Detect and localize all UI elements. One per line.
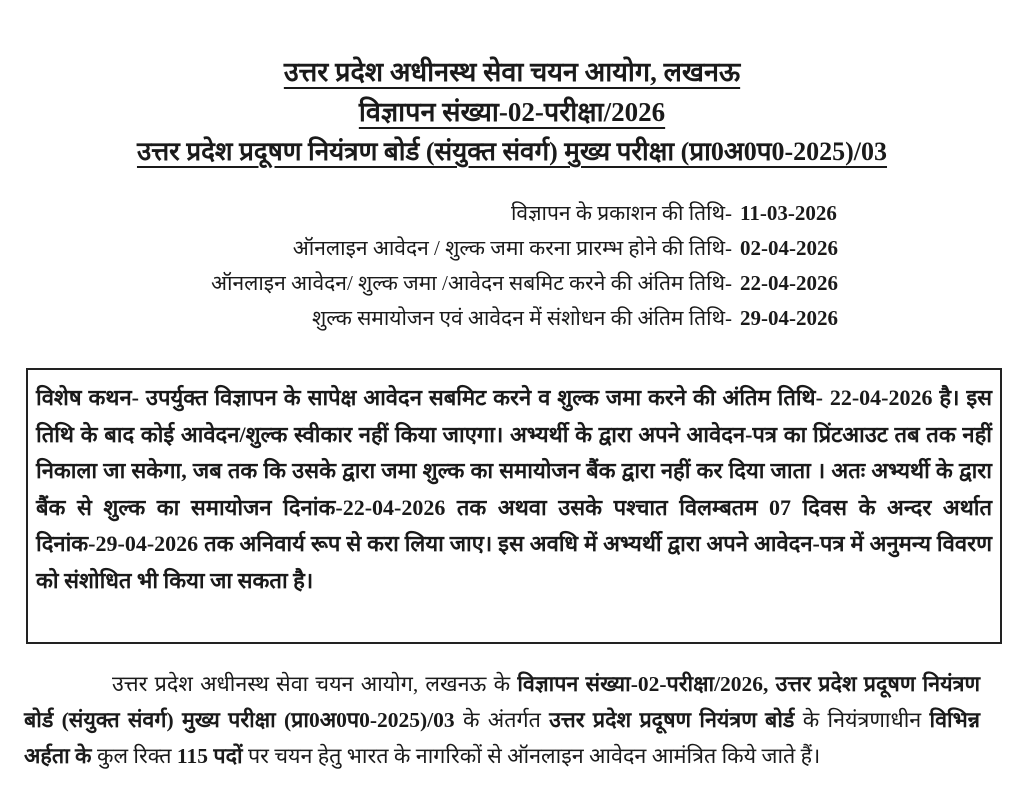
date-row-application-end (211, 266, 858, 301)
date-label: शुल्क समायोजन एवं आवेदन में संशोधन की अंतिम तिथि- (311, 306, 732, 330)
date-row-application-start (211, 231, 858, 266)
date-row-publication (211, 196, 858, 231)
body-paragraph: उत्तर प्रदेश अधीनस्थ सेवा चयन आयोग, लखनऊ के विज्ञापन संख्या-02-परीक्षा/2026, उत्तर प्रदेश प्रदूषण नियंत्रण बोर्ड (संयुक्त संवर्ग) मुख्य परीक्षा (प्रा0अ0प0-2025)/03 के अंतर्गत उत्तर प्रदेश प्रदूषण नियंत्रण बोर्ड के नियंत्रणाधीन विभिन्न अर्हता के कुल रिक्त 115 पदों पर चयन हेतु भारत के नागरिकों से ऑनलाइन आवेदन आमंत्रित किये जाते हैं। (24, 672, 980, 768)
date-value: 29-04-2026 (740, 306, 838, 330)
date-value: 02-04-2026 (740, 236, 838, 260)
advertisement-number: विज्ञापन संख्या-02-परीक्षा/2026 (358, 97, 666, 127)
vacancy-count: 115 पदों (176, 744, 243, 768)
date-label: विज्ञापन के प्रकाशन की तिथि- (510, 201, 732, 225)
important-dates (211, 196, 858, 336)
date-row-fee-correction-end (211, 301, 858, 336)
date-label: ऑनलाइन आवेदन/ शुल्क जमा /आवेदन सबमिट करने की अंतिम तिथि- (210, 271, 732, 295)
special-notice-box (26, 368, 1002, 644)
date-value: 11-03-2026 (740, 201, 837, 225)
exam-title: उत्तर प्रदेश प्रदूषण नियंत्रण बोर्ड (संयुक्त संवर्ग) मुख्य परीक्षा (प्रा0अ0प0-2025)/03 (136, 137, 888, 166)
commission-title: उत्तर प्रदेश अधीनस्थ सेवा चयन आयोग, लखनऊ (283, 57, 741, 87)
special-notice-text: विशेष कथन- उपर्युक्त विज्ञापन के सापेक्ष आवेदन सबमिट करने व शुल्क जमा करने की अंतिम तिथि- 22-04-2026 है। इस तिथि के बाद कोई आवेदन/शुल्क स्वीकार नहीं किया जाएगा। अभ्यर्थी के द्वारा अपने आवेदन-पत्र का प्रिंटआउट तब तक नहीं निकाला जा सकेगा, जब तक कि उसके द्वारा जमा शुल्क का समायोजन बैंक द्वारा नहीं कर दिया जाता । अतः अभ्यर्थी के द्वारा बैंक से शुल्क का समायोजन दिनांक-22-04-2026 तक अथवा उसके पश्चात विलम्बतम 07 दिवस के अन्दर अर्थात दिनांक-29-04-2026 तक अनिवार्य रूप से करा लिया जाए। इस अवधि में अभ्यर्थी द्वारा अपने आवेदन-पत्र में अनुमन्य विवरण को संशोधित भी किया जा सकता है। (36, 385, 992, 593)
date-label: ऑनलाइन आवेदन / शुल्क जमा करना प्रारम्भ होने की तिथि- (292, 236, 732, 260)
date-value: 22-04-2026 (740, 271, 838, 295)
